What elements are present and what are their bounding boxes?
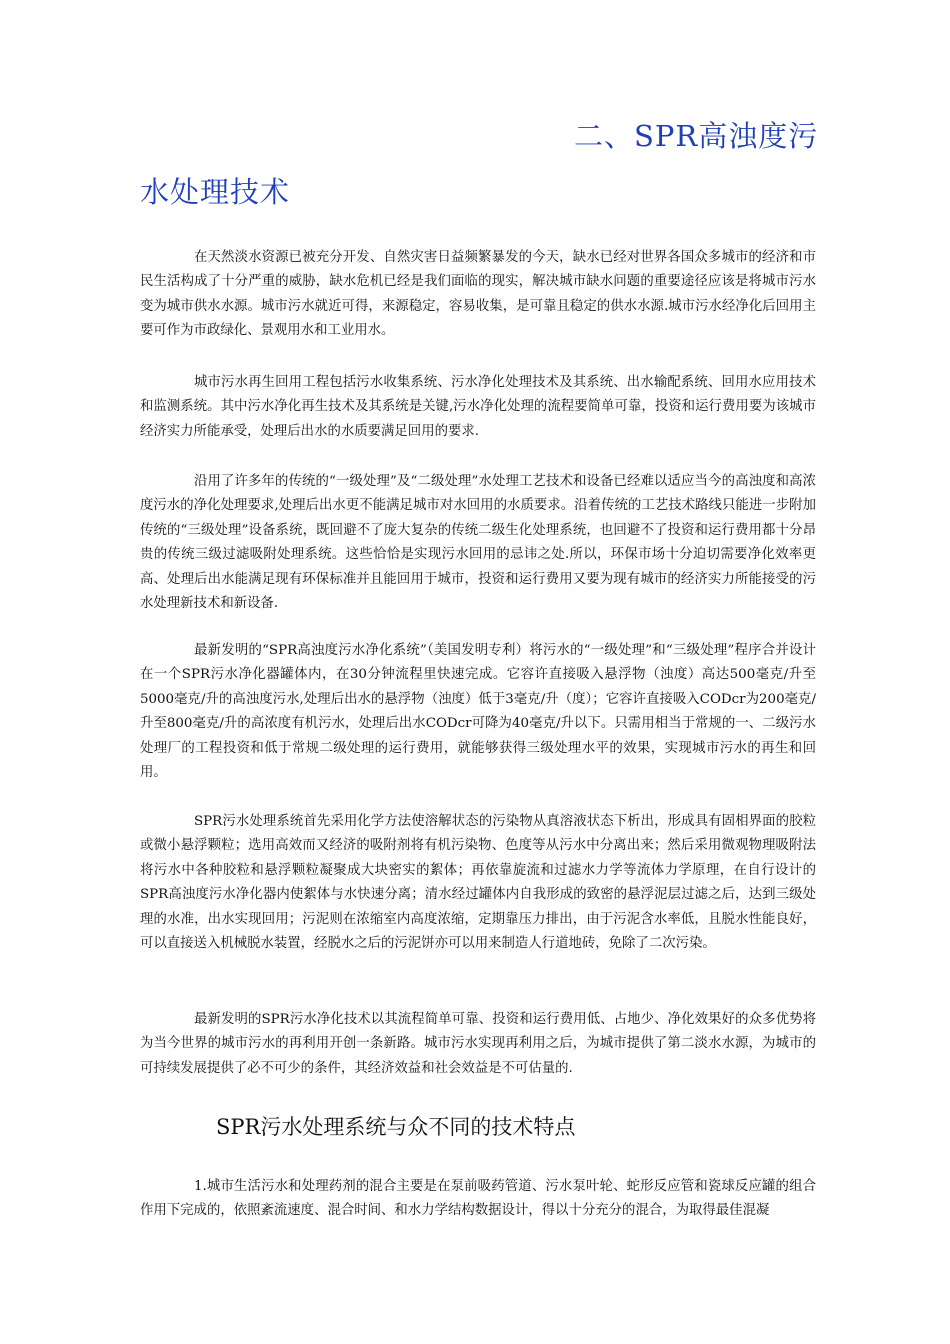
paragraph-1: 在天然淡水资源已被充分开发、自然灾害日益频繁暴发的今天，缺水已经对世界各国众多城市的经济和市民生活构成了十分严重的威胁，缺水危机已经是我们面临的现实，解决城市缺水问题的重要途径应该是将城市污水变为城市供水水源。城市污水就近可得，来源稳定，容易收集，是可靠且稳定的供水水源.城市污水经净化后回用主要可作为市政绿化、景观用水和工业用水。 (140, 250, 816, 339)
paragraph-3: 沿用了许多年的传统的“一级处理”及“二级处理”水处理工艺技术和设备已经难以适应当今的高浊度和高浓度污水的净化处理要求,处理后出水更不能满足城市对水回用的水质要求。沿着传统的工艺技术路线只能进一步附加传统的“三级处理”设备系统，既回避不了庞大复杂的传统二级生化处理系统，也回避不了投资和运行费用都十分昂贵的传统三级过滤吸附处理系统。这些恰恰是实现污水回用的忌讳之处.所以，环保市场十分迫切需要净化效率更高、处理后出水能满足现有环保标准并且能回用于城市，投资和运行费用又要为现有城市的经济实力所能接受的污水处理新技术和新设备. (140, 474, 816, 612)
subheading: SPR污水处理系统与众不同的技术特点 (216, 1115, 576, 1139)
paragraph-2: 城市污水再生回用工程包括污水收集系统、污水净化处理技术及其系统、出水输配系统、回用水应用技术和监测系统。其中污水净化再生技术及其系统是关键,污水净化处理的流程要简单可靠，投资和运行费用要为该城市经济实力所能承受，处理后出水的水质要满足回用的要求. (140, 375, 816, 439)
paragraph-7: 1.城市生活污水和处理药剂的混合主要是在泵前吸药管道、污水泵叶轮、蛇形反应管和瓷球反应罐的组合作用下完成的，依照紊流速度、混合时间、和水力学结构数据设计，得以十分充分的混合，为取得最佳混凝 (140, 1179, 816, 1219)
paragraph-4: 最新发明的“SPR高浊度污水净化系统”（美国发明专利）将污水的“一级处理”和“三级处理”程序合并设计在一个SPR污水净化器罐体内，在30分钟流程里快速完成。它容许直接吸入悬浮物（浊度）高达500毫克/升至5000毫克/升的高浊度污水,处理后出水的悬浮物（浊度）低于3毫克/升（度）；它容许直接吸入CODcr为200毫克/升至800毫克/升的高浓度有机污水，处理后出水CODcr可降为40毫克/升以下。只需用相当于常规的一、二级污水处理厂的工程投资和低于常规二级处理的运行费用，就能够获得三级处理水平的效果，实现城市污水的再生和回用。 (140, 643, 816, 781)
paragraph-5: SPR污水处理系统首先采用化学方法使溶解状态的污染物从真溶液状态下析出，形成具有固相界面的胶粒或微小悬浮颗粒；选用高效而又经济的吸附剂将有机污染物、色度等从污水中分离出来；然后采用微观物理吸附法将污水中各种胶粒和悬浮颗粒凝聚成大块密实的絮体；再依靠旋流和过滤水力学等流体力学原理，在自行设计的SPR高浊度污水净化器内使絮体与水快速分离；清水经过罐体内自我形成的致密的悬浮泥层过滤之后，达到三级处理的水准，出水实现回用；污泥则在浓缩室内高度浓缩，定期靠压力排出，由于污泥含水率低，且脱水性能良好，可以直接送入机械脱水装置，经脱水之后的污泥饼亦可以用来制造人行道地砖，免除了二次污染。 (140, 814, 816, 952)
section-title-line-1: 二、SPR高浊度污 (574, 119, 819, 153)
paragraph-6: 最新发明的SPR污水净化技术以其流程简单可靠、投资和运行费用低、占地少、净化效果好的众多优势将为当今世界的城市污水的再利用开创一条新路。城市污水实现再利用之后，为城市提供了第二淡水水源，为城市的可持续发展提供了必不可少的条件，其经济效益和社会效益是不可估量的. (140, 1012, 816, 1076)
section-title-line-2: 水处理技术 (140, 175, 291, 209)
